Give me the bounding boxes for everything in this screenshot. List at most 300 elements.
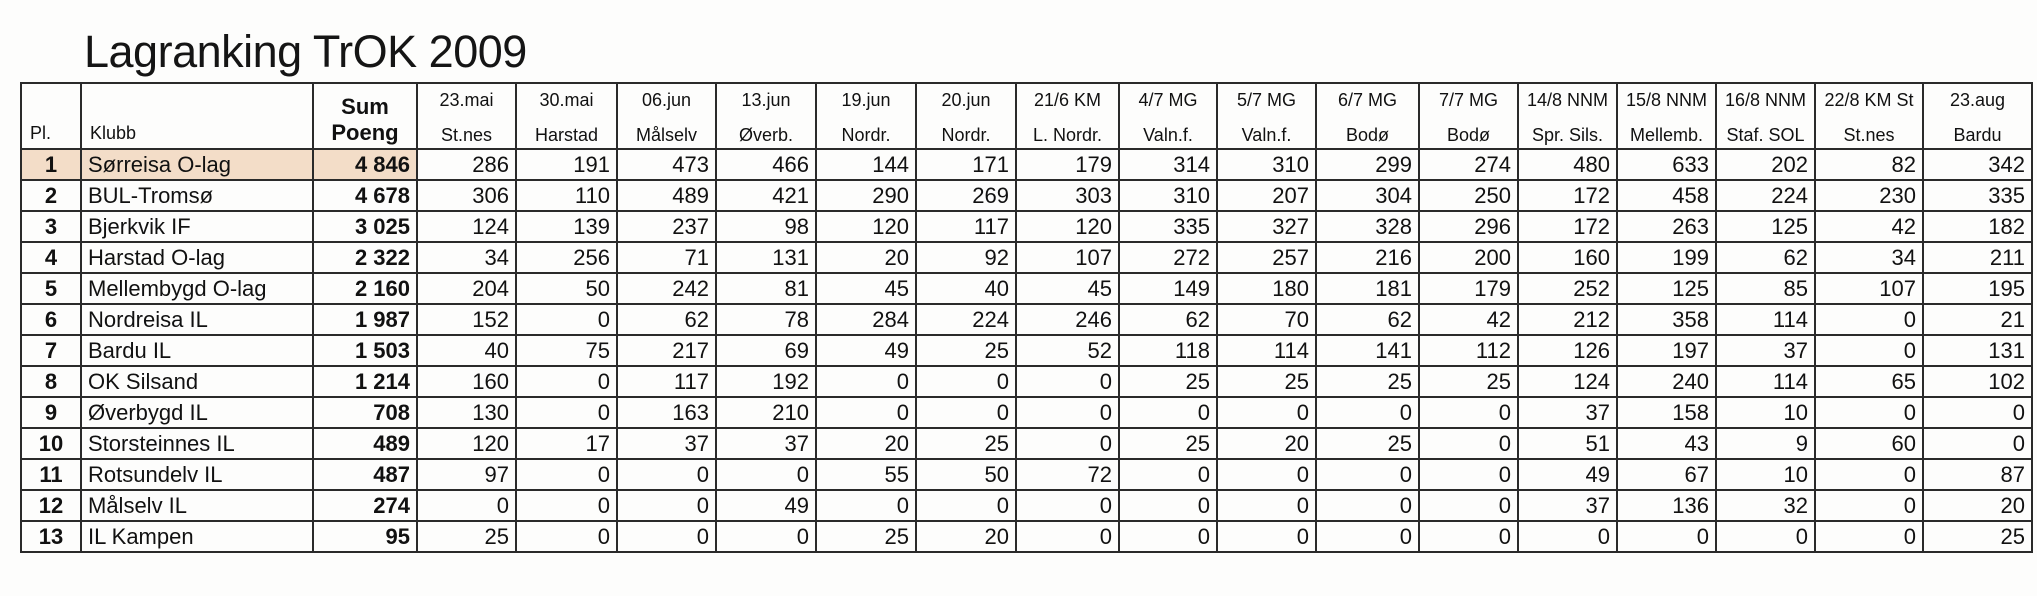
score-cell: 195 [1923,273,2032,304]
rank-cell: 3 [21,211,81,242]
rank-cell: 4 [21,242,81,273]
table-row [21,366,2032,397]
score-cell: 284 [816,304,916,335]
score-cell: 10 [1716,397,1815,428]
score-cell: 421 [716,180,816,211]
score-cell: 274 [1419,149,1518,180]
score-cell: 131 [1923,335,2032,366]
score-cell: 82 [1815,149,1923,180]
score-cell: 303 [1016,180,1119,211]
score-cell: 0 [516,459,617,490]
col-header-event [516,83,617,149]
score-cell: 252 [1518,273,1617,304]
event-place: Valn.f. [1241,125,1292,145]
col-header-pl: Pl. [21,83,81,149]
score-cell: 110 [516,180,617,211]
score-cell: 358 [1617,304,1716,335]
score-cell: 43 [1617,428,1716,459]
score-cell: 310 [1217,149,1316,180]
score-cell: 224 [1716,180,1815,211]
sum-points-cell: 487 [313,459,417,490]
event-date: 22/8 KM St [1824,90,1914,110]
table-row [21,211,2032,242]
score-cell: 480 [1518,149,1617,180]
score-cell: 466 [716,149,816,180]
score-cell: 50 [916,459,1016,490]
score-cell: 71 [617,242,716,273]
score-cell: 306 [417,180,516,211]
score-cell: 0 [516,521,617,552]
score-cell: 20 [816,428,916,459]
score-cell: 179 [1419,273,1518,304]
page-title: Lagranking TrOK 2009 [84,26,527,77]
sum-points-cell: 2 322 [313,242,417,273]
score-cell: 197 [1617,335,1716,366]
score-cell: 87 [1923,459,2032,490]
score-cell: 296 [1419,211,1518,242]
score-cell: 269 [916,180,1016,211]
score-cell: 179 [1016,149,1119,180]
score-cell: 342 [1923,149,2032,180]
score-cell: 180 [1217,273,1316,304]
score-cell: 0 [617,521,716,552]
club-name-cell: Mellembygd O-lag [81,273,313,304]
col-header-sum-line2: Poeng [331,120,399,145]
score-cell: 0 [1217,521,1316,552]
score-cell: 114 [1716,366,1815,397]
score-cell: 200 [1419,242,1518,273]
table-row [21,180,2032,211]
sum-points-cell: 1 987 [313,304,417,335]
event-date: 19.jun [841,90,891,110]
score-cell: 172 [1518,211,1617,242]
score-cell: 62 [617,304,716,335]
score-cell: 237 [617,211,716,242]
event-date: 15/8 NNM [1625,90,1708,110]
score-cell: 216 [1316,242,1419,273]
score-cell: 25 [1119,366,1217,397]
event-place: Bardu [1953,125,2002,145]
table-row [21,428,2032,459]
event-place: Staf. SOL [1726,125,1805,145]
score-cell: 52 [1016,335,1119,366]
table-row [21,304,2032,335]
score-cell: 263 [1617,211,1716,242]
rank-cell: 8 [21,366,81,397]
club-name-cell: Bardu IL [81,335,313,366]
score-cell: 65 [1815,366,1923,397]
col-header-event [816,83,916,149]
score-cell: 62 [1119,304,1217,335]
score-cell: 107 [1016,242,1119,273]
event-place: Spr. Sils. [1531,125,1604,145]
score-cell: 45 [1016,273,1119,304]
score-cell: 240 [1617,366,1716,397]
rank-cell: 5 [21,273,81,304]
club-name-cell: OK Silsand [81,366,313,397]
score-cell: 25 [417,521,516,552]
score-cell: 0 [1815,521,1923,552]
score-cell: 0 [816,490,916,521]
rank-cell: 10 [21,428,81,459]
score-cell: 0 [617,490,716,521]
score-cell: 114 [1716,304,1815,335]
score-cell: 37 [1518,397,1617,428]
score-cell: 152 [417,304,516,335]
score-cell: 0 [1217,397,1316,428]
score-cell: 290 [816,180,916,211]
event-date: 06.jun [641,90,692,110]
score-cell: 0 [617,459,716,490]
event-place: St.nes [1843,125,1895,145]
score-cell: 207 [1217,180,1316,211]
score-cell: 125 [1617,273,1716,304]
event-date: 16/8 NNM [1724,90,1807,110]
score-cell: 25 [1316,366,1419,397]
event-place: Bodø [1446,125,1491,145]
score-cell: 0 [716,459,816,490]
score-cell: 69 [716,335,816,366]
score-cell: 0 [1119,397,1217,428]
score-cell: 20 [916,521,1016,552]
col-header-event [1815,83,1923,149]
score-cell: 0 [1518,521,1617,552]
event-place: Øverb. [738,125,794,145]
score-cell: 211 [1923,242,2032,273]
score-cell: 131 [716,242,816,273]
score-cell: 191 [516,149,617,180]
score-cell: 458 [1617,180,1716,211]
score-cell: 0 [1316,490,1419,521]
score-cell: 256 [516,242,617,273]
score-cell: 55 [816,459,916,490]
event-date: 4/7 MG [1138,90,1198,110]
score-cell: 32 [1716,490,1815,521]
score-cell: 314 [1119,149,1217,180]
col-header-event [1419,83,1518,149]
rank-cell: 1 [21,149,81,180]
score-cell: 37 [1716,335,1815,366]
score-cell: 171 [916,149,1016,180]
score-cell: 114 [1217,335,1316,366]
event-date: 30.mai [539,90,594,110]
score-cell: 85 [1716,273,1815,304]
score-cell: 299 [1316,149,1419,180]
score-cell: 62 [1716,242,1815,273]
score-cell: 335 [1923,180,2032,211]
score-cell: 49 [816,335,916,366]
table-row [21,149,2032,180]
score-cell: 0 [1815,397,1923,428]
score-cell: 192 [716,366,816,397]
score-cell: 141 [1316,335,1419,366]
table-row [21,335,2032,366]
score-cell: 124 [1518,366,1617,397]
score-cell: 98 [716,211,816,242]
score-cell: 97 [417,459,516,490]
table-row [21,397,2032,428]
col-header-event [1119,83,1217,149]
score-cell: 117 [617,366,716,397]
score-cell: 120 [417,428,516,459]
score-cell: 250 [1419,180,1518,211]
score-cell: 246 [1016,304,1119,335]
score-cell: 230 [1815,180,1923,211]
score-cell: 50 [516,273,617,304]
score-cell: 0 [816,366,916,397]
club-name-cell: Bjerkvik IF [81,211,313,242]
score-cell: 0 [1119,490,1217,521]
score-cell: 17 [516,428,617,459]
sum-points-cell: 274 [313,490,417,521]
sum-points-cell: 95 [313,521,417,552]
event-place: Harstad [534,125,599,145]
col-header-event [916,83,1016,149]
score-cell: 0 [1419,521,1518,552]
score-cell: 210 [716,397,816,428]
score-cell: 117 [916,211,1016,242]
score-cell: 286 [417,149,516,180]
score-cell: 51 [1518,428,1617,459]
col-header-club: Klubb [81,83,313,149]
score-cell: 181 [1316,273,1419,304]
score-cell: 25 [816,521,916,552]
score-cell: 25 [1419,366,1518,397]
score-cell: 70 [1217,304,1316,335]
col-header-event [1217,83,1316,149]
score-cell: 144 [816,149,916,180]
score-cell: 120 [816,211,916,242]
rank-cell: 9 [21,397,81,428]
score-cell: 0 [1419,459,1518,490]
event-place: Bodø [1345,125,1390,145]
score-cell: 20 [816,242,916,273]
sum-points-cell: 1 503 [313,335,417,366]
score-cell: 67 [1617,459,1716,490]
score-cell: 172 [1518,180,1617,211]
score-cell: 310 [1119,180,1217,211]
score-cell: 125 [1716,211,1815,242]
score-cell: 0 [916,366,1016,397]
score-cell: 0 [816,397,916,428]
score-cell: 92 [916,242,1016,273]
score-cell: 149 [1119,273,1217,304]
score-cell: 25 [916,428,1016,459]
score-cell: 224 [916,304,1016,335]
score-cell: 0 [417,490,516,521]
ranking-table [20,82,2033,553]
score-cell: 335 [1119,211,1217,242]
rank-cell: 6 [21,304,81,335]
score-cell: 182 [1923,211,2032,242]
score-cell: 0 [516,304,617,335]
score-cell: 0 [1016,397,1119,428]
score-cell: 25 [1119,428,1217,459]
club-name-cell: Målselv IL [81,490,313,521]
event-date: 13.jun [741,90,791,110]
score-cell: 473 [617,149,716,180]
score-cell: 34 [1815,242,1923,273]
score-cell: 102 [1923,366,2032,397]
table-row [21,490,2032,521]
score-cell: 120 [1016,211,1119,242]
score-cell: 242 [617,273,716,304]
score-cell: 62 [1316,304,1419,335]
col-header-event [1716,83,1815,149]
event-place: Nordr. [941,125,991,145]
event-date: 5/7 MG [1236,90,1297,110]
sum-points-cell: 708 [313,397,417,428]
score-cell: 0 [1419,490,1518,521]
score-cell: 0 [1617,521,1716,552]
score-cell: 126 [1518,335,1617,366]
score-cell: 20 [1217,428,1316,459]
score-cell: 212 [1518,304,1617,335]
score-cell: 0 [1815,335,1923,366]
event-place: Valn.f. [1143,125,1193,145]
score-cell: 489 [617,180,716,211]
score-cell: 37 [617,428,716,459]
score-cell: 112 [1419,335,1518,366]
rank-cell: 13 [21,521,81,552]
score-cell: 0 [1716,521,1815,552]
rank-cell: 7 [21,335,81,366]
score-cell: 40 [417,335,516,366]
score-cell: 124 [417,211,516,242]
sum-points-cell: 4 678 [313,180,417,211]
score-cell: 139 [516,211,617,242]
score-cell: 0 [1316,521,1419,552]
score-cell: 0 [1419,428,1518,459]
event-place: Mellemb. [1629,125,1704,145]
score-cell: 42 [1815,211,1923,242]
score-cell: 40 [916,273,1016,304]
score-cell: 60 [1815,428,1923,459]
score-cell: 0 [1815,304,1923,335]
score-cell: 304 [1316,180,1419,211]
score-cell: 0 [1119,459,1217,490]
score-cell: 20 [1923,490,2032,521]
club-name-cell: Rotsundelv IL [81,459,313,490]
event-date: 21/6 KM [1033,90,1102,110]
score-cell: 34 [417,242,516,273]
score-cell: 272 [1119,242,1217,273]
table-row [21,273,2032,304]
score-cell: 0 [916,397,1016,428]
score-cell: 49 [716,490,816,521]
score-cell: 0 [1119,521,1217,552]
table-row [21,242,2032,273]
rank-cell: 11 [21,459,81,490]
score-cell: 136 [1617,490,1716,521]
sum-points-cell: 1 214 [313,366,417,397]
table-row [21,521,2032,552]
event-date: 23.mai [439,90,494,110]
score-cell: 0 [1419,397,1518,428]
score-cell: 327 [1217,211,1316,242]
club-name-cell: Harstad O-lag [81,242,313,273]
score-cell: 0 [1217,459,1316,490]
event-date: 7/7 MG [1438,90,1499,110]
score-cell: 37 [1518,490,1617,521]
col-header-event [716,83,816,149]
event-date: 14/8 NNM [1526,90,1609,110]
score-cell: 45 [816,273,916,304]
score-cell: 204 [417,273,516,304]
score-cell: 78 [716,304,816,335]
score-cell: 25 [916,335,1016,366]
event-date: 6/7 MG [1337,90,1398,110]
rank-cell: 2 [21,180,81,211]
score-cell: 0 [1815,490,1923,521]
score-cell: 49 [1518,459,1617,490]
score-cell: 202 [1716,149,1815,180]
sum-points-cell: 3 025 [313,211,417,242]
col-header-event [1923,83,2032,149]
sum-points-cell: 489 [313,428,417,459]
score-cell: 158 [1617,397,1716,428]
score-cell: 0 [516,366,617,397]
score-cell: 107 [1815,273,1923,304]
score-cell: 0 [1923,428,2032,459]
club-name-cell: Nordreisa IL [81,304,313,335]
col-header-event [417,83,516,149]
score-cell: 118 [1119,335,1217,366]
rank-cell: 12 [21,490,81,521]
score-cell: 42 [1419,304,1518,335]
sum-points-cell: 2 160 [313,273,417,304]
score-cell: 21 [1923,304,2032,335]
col-header-sum [313,83,417,149]
score-cell: 0 [1217,490,1316,521]
score-cell: 0 [916,490,1016,521]
score-cell: 0 [1016,521,1119,552]
event-place: Nordr. [841,125,891,145]
score-cell: 0 [1923,397,2032,428]
score-cell: 72 [1016,459,1119,490]
col-header-event [1016,83,1119,149]
club-name-cell: Storsteinnes IL [81,428,313,459]
score-cell: 163 [617,397,716,428]
event-place: St.nes [440,125,493,145]
score-cell: 9 [1716,428,1815,459]
score-cell: 328 [1316,211,1419,242]
score-cell: 10 [1716,459,1815,490]
score-cell: 37 [716,428,816,459]
event-place: Målselv [635,125,697,145]
col-header-event [1316,83,1419,149]
score-cell: 199 [1617,242,1716,273]
score-cell: 0 [1016,428,1119,459]
event-date: 23.aug [1949,90,2006,110]
col-header-sum-line1: Sum [341,94,389,119]
score-cell: 0 [516,490,617,521]
club-name-cell: Sørreisa O-lag [81,149,313,180]
table-row [21,459,2032,490]
club-name-cell: Øverbygd IL [81,397,313,428]
club-name-cell: BUL-Tromsø [81,180,313,211]
col-header-event [1617,83,1716,149]
score-cell: 0 [1316,397,1419,428]
score-cell: 0 [1815,459,1923,490]
header-row [21,83,2032,149]
event-place: L. Nordr. [1032,125,1103,145]
score-cell: 160 [417,366,516,397]
score-cell: 25 [1923,521,2032,552]
score-cell: 217 [617,335,716,366]
score-cell: 81 [716,273,816,304]
event-date: 20.jun [941,90,991,110]
